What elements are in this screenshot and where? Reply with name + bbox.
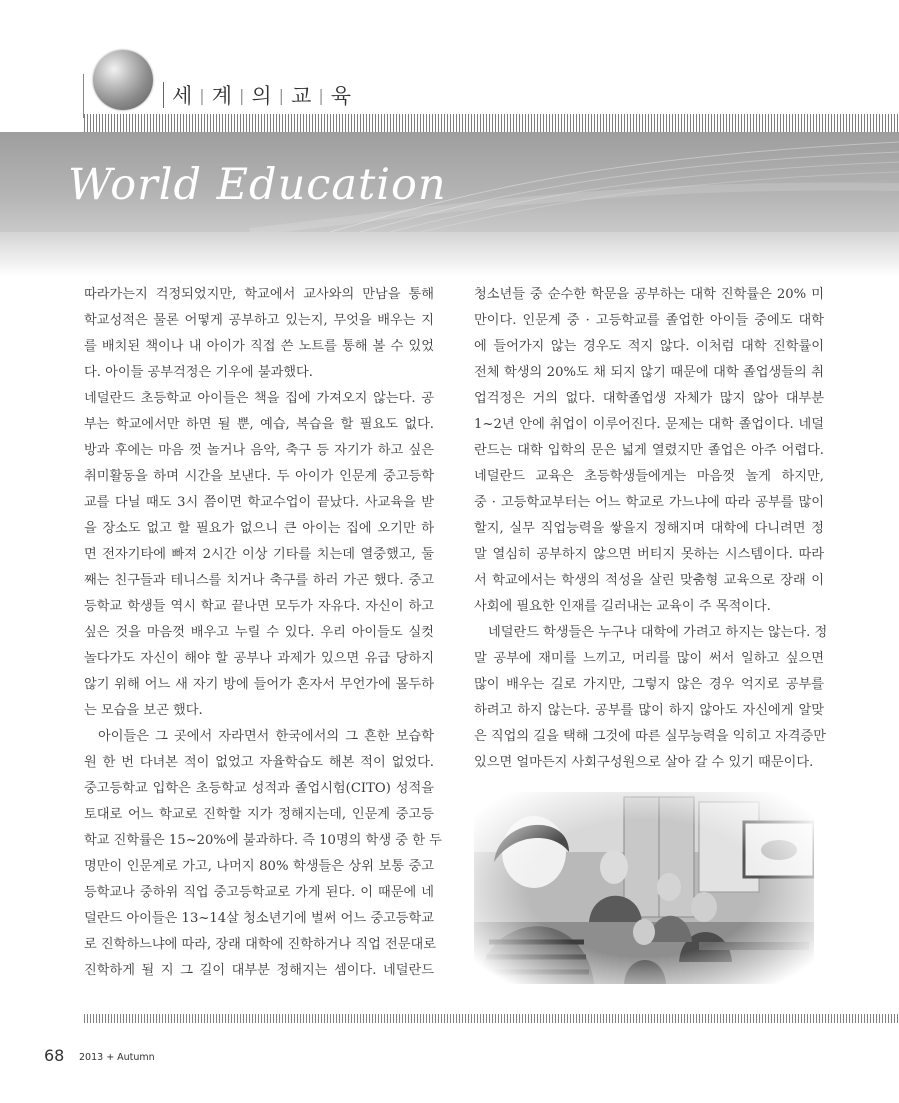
text-line: 않기 위해 어느 새 자기 방에 들어가 혼자서 무언가에 몰두하 <box>84 677 434 692</box>
text-line: 서 학교에서는 학생의 적성을 살린 맞춤형 교육으로 장래 이 <box>474 573 824 588</box>
title-separator: | <box>238 86 246 105</box>
article-left-column <box>84 282 442 984</box>
text-line: 있으면 얼마든지 사회구성원으로 살아 갈 수 있기 때문이다. <box>474 755 814 770</box>
footer-stripe-band <box>84 1014 899 1023</box>
section-title-char: 계 <box>211 84 233 108</box>
text-line: 원 한 번 다녀본 적이 없었고 자율학습도 해본 적이 없었다. <box>84 755 434 770</box>
text-line: 토대로 어느 학교로 진학할 지가 정해지는데, 인문계 중고등 <box>84 807 434 822</box>
text-line: 부는 학교에서만 하면 될 뿐, 예습, 복습을 할 필요도 없다. <box>84 417 434 432</box>
text-line: 네덜란드 학생들은 누구나 대학에 가려고 하지는 않는다. 정 <box>488 625 828 640</box>
classroom-photo <box>474 792 814 984</box>
issue-year: 2013 <box>79 1052 104 1063</box>
section-title <box>172 80 352 110</box>
text-line: 다. 아이들 공부걱정은 기우에 불과했다. <box>84 365 313 380</box>
section-title-char: 세 <box>172 84 194 108</box>
header-divider-title <box>163 82 164 108</box>
section-title-char: 교 <box>291 84 313 108</box>
text-line: 청소년들 중 순수한 학문을 공부하는 대학 진학률은 20% 미 <box>474 287 824 302</box>
classroom-photo-image <box>474 792 814 984</box>
text-line: 만이다. 인문계 중 · 고등학교를 졸업한 아이들 중에도 대학 <box>474 313 824 328</box>
text-line: 덜란드 아이들은 13~14살 청소년기에 벌써 어느 중고등학교 <box>84 911 435 926</box>
text-line: 말 열심히 공부하지 않으면 버티지 못하는 시스템이다. 따라 <box>474 547 824 562</box>
text-line: 업걱정은 거의 없다. 대학졸업생 자체가 많지 않아 대부분 <box>474 391 824 406</box>
text-line: 진학하게 될 지 그 길이 대부분 정해지는 셈이다. 네덜란드 <box>84 963 434 978</box>
text-line: 등학교나 중하위 직업 중고등학교로 가게 된다. 이 때문에 네 <box>84 885 434 900</box>
title-separator: | <box>278 86 286 105</box>
text-line: 놀다가도 자신이 해야 할 공부나 과제가 있으면 유급 당하지 <box>84 651 434 666</box>
text-line: 하려고 하지 않는다. 공부를 많이 하지 않아도 자신에게 알맞 <box>474 703 824 718</box>
globe-logo-icon <box>93 50 153 110</box>
text-line: 째는 친구들과 테니스를 치거나 축구를 하러 가곤 했다. 중고 <box>84 573 434 588</box>
text-line: 많이 배우는 길로 가지만, 그렇지 않은 경우 억지로 공부를 <box>474 677 824 692</box>
header-stripe-band <box>84 114 899 132</box>
text-line: 교를 다닐 때도 3시 쯤이면 학교수업이 끝났다. 사교육을 받 <box>84 495 434 510</box>
text-line: 는 모습을 보곤 했다. <box>84 703 203 718</box>
text-line: 로 진학하느냐에 따라, 장래 대학에 진학하거나 직업 전문대로 <box>84 937 437 952</box>
text-line: 방과 후에는 마음 껏 놀거나 음악, 축구 등 자기가 하고 싶은 <box>84 443 434 458</box>
text-line: 란드는 대학 입학의 문은 넓게 열렸지만 졸업은 아주 어렵다. <box>474 443 824 458</box>
text-line: 1~2년 안에 취업이 이루어진다. 문제는 대학 졸업이다. 네덜 <box>474 417 824 432</box>
section-title-char: 의 <box>251 84 273 108</box>
banner-title: World Education <box>68 160 447 210</box>
text-line: 싶은 것을 마음껏 배우고 누릴 수 있다. 우리 아이들도 실컷 <box>84 625 434 640</box>
text-line: 중 · 고등학교부터는 어느 학교로 가느냐에 따라 공부를 많이 <box>474 495 824 510</box>
title-separator: | <box>318 86 325 105</box>
issue-info <box>79 1052 155 1063</box>
title-separator: | <box>199 86 206 105</box>
text-line: 아이들은 그 곳에서 자라면서 한국에서의 그 흔한 보습학 <box>98 729 434 744</box>
text-line: 를 배치된 책이나 내 아이가 직접 쓴 노트를 통해 볼 수 있었 <box>84 339 434 354</box>
text-line: 네덜란드 교육은 초등학생들에게는 마음껏 놀게 하지만, <box>474 469 824 484</box>
text-line: 할지, 실무 직업능력을 쌓을지 정해지며 대학에 다니려면 정 <box>474 521 824 536</box>
article-right-column <box>474 282 828 776</box>
section-title-char: 육 <box>330 84 353 108</box>
banner-fade <box>0 232 899 277</box>
text-line: 사회에 필요한 인재를 길러내는 교육이 주 목적이다. <box>474 599 771 614</box>
text-line: 면 전자기타에 빠져 2시간 이상 기타를 치는데 열중했고, 둘 <box>84 547 434 562</box>
text-line: 취미활동을 하며 시간을 보낸다. 두 아이가 인문계 중고등학 <box>84 469 434 484</box>
text-line: 중고등학교 입학은 초등학교 성적과 졸업시험(CITO) 성적을 <box>84 781 434 796</box>
text-line: 등학교 학생들 역시 학교 끝나면 모두가 자유다. 자신이 하고 <box>84 599 434 614</box>
text-line: 은 직업의 길을 택해 그것에 따른 실무능력을 익히고 자격증만 <box>474 729 827 744</box>
issue-separator: + <box>106 1052 115 1063</box>
text-line: 을 장소도 없고 할 필요가 없으니 큰 아이는 집에 오기만 하 <box>84 521 434 536</box>
issue-season: Autumn <box>117 1052 155 1063</box>
page-number: 68 <box>44 1046 65 1065</box>
text-line: 학교성적은 물론 어떻게 공부하고 있는지, 무엇을 배우는 지 <box>84 313 434 328</box>
text-line: 따라가는지 걱정되었지만, 학교에서 교사와의 만남을 통해 <box>84 287 434 302</box>
text-line: 네덜란드 초등학교 아이들은 책을 집에 가져오지 않는다. 공 <box>84 391 434 406</box>
text-line: 전체 학생의 20%도 채 되지 않기 때문에 대학 졸업생들의 취 <box>474 365 824 380</box>
text-line: 학교 진학률은 15~20%에 불과하다. 즉 10명의 학생 중 한 두 <box>84 833 442 848</box>
text-line: 에 들어가지 않는 경우도 적지 않다. 이처럼 대학 진학률이 <box>474 339 824 354</box>
text-line: 명만이 인문계로 가고, 나머지 80% 학생들은 상위 보통 중고 <box>84 859 434 874</box>
text-line: 말 공부에 재미를 느끼고, 머리를 많이 써서 일하고 싶으면 <box>474 651 824 666</box>
header-divider-left <box>83 74 84 118</box>
